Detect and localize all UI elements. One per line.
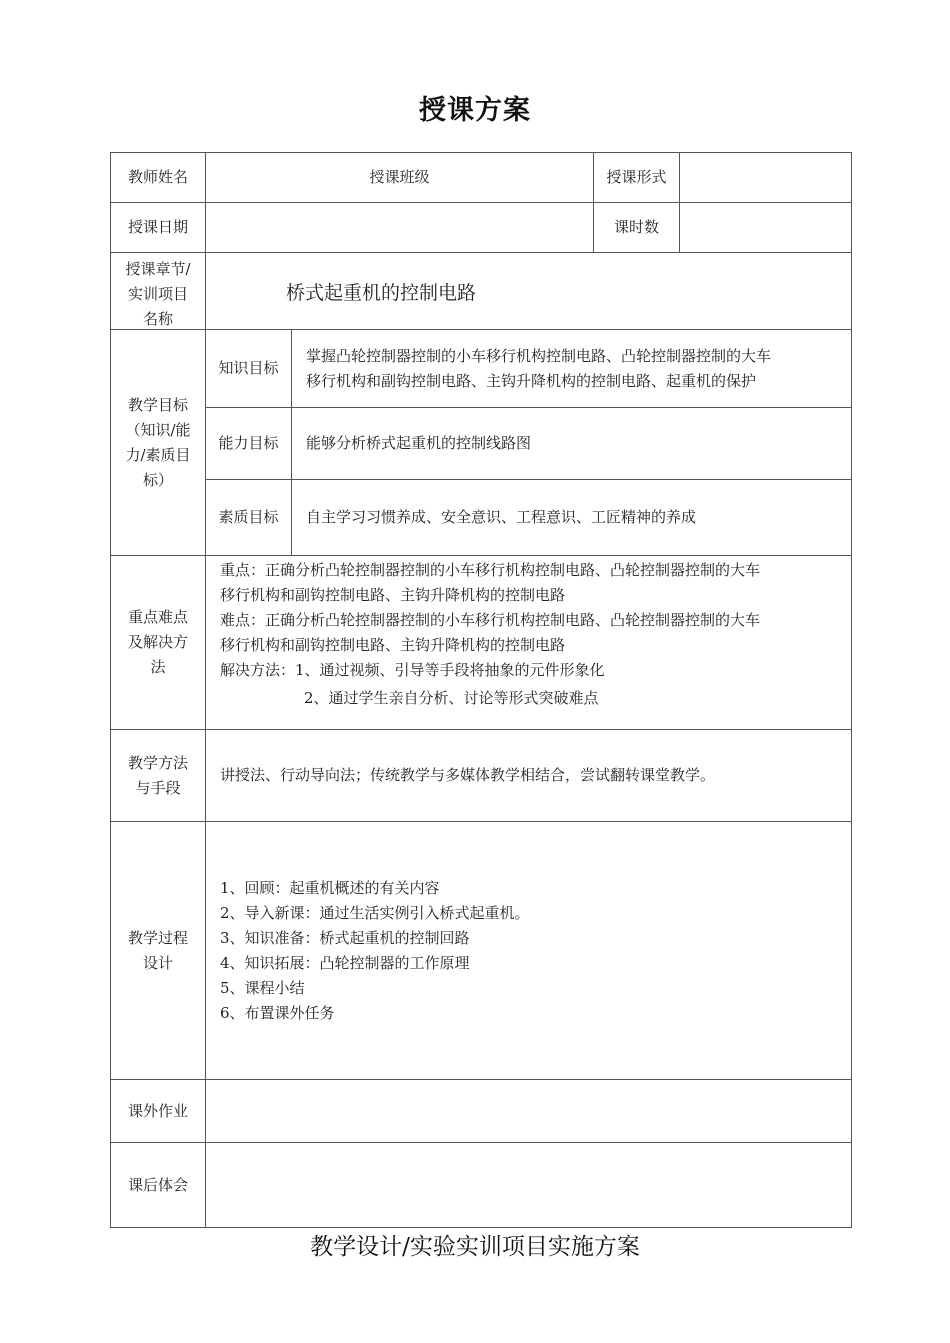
class-label: 授课班级 — [206, 153, 594, 203]
date-label: 授课日期 — [111, 203, 206, 253]
row-ability-goal — [111, 408, 852, 480]
row-keypoints — [111, 556, 852, 730]
keypoints-line: 重点：正确分析凸轮控制器控制的小车移行机构控制电路、凸轮控制器控制的大车 — [220, 561, 761, 579]
ability-goal-label: 能力目标 — [206, 408, 292, 480]
date-value[interactable] — [206, 203, 594, 253]
keypoints-line: 解决方法：1、通过视频、引导等手段将抽象的元件形象化 — [220, 661, 605, 679]
process-value — [206, 822, 852, 1080]
methods-value: 讲授法、行动导向法；传统教学与多媒体教学相结合，尝试翻转课堂教学。 — [206, 730, 852, 822]
page-title: 授课方案 — [419, 95, 531, 126]
process-step: 1、回顾：起重机概述的有关内容 — [220, 878, 440, 897]
knowledge-goal-line: 移行机构和副钩控制电路、主钩升降机构的控制电路、起重机的保护 — [306, 371, 757, 390]
row-chapter — [111, 253, 852, 330]
row-methods — [111, 730, 852, 822]
hours-label: 课时数 — [594, 203, 680, 253]
keypoints-label-line: 及解决方 — [127, 633, 188, 651]
keypoints-line: 2、通过学生亲自分析、讨论等形式突破难点 — [304, 689, 599, 707]
process-label-line: 教学过程 — [127, 928, 188, 947]
row-process — [111, 822, 852, 1080]
process-step: 4、知识拓展：凸轮控制器的工作原理 — [220, 953, 470, 972]
process-step: 3、知识准备：桥式起重机的控制回路 — [220, 928, 470, 947]
quality-goal-label: 素质目标 — [206, 480, 292, 556]
keypoints-line: 移行机构和副钩控制电路、主钩升降机构的控制电路 — [220, 586, 566, 604]
chapter-label-line: 名称 — [142, 310, 173, 328]
methods-label — [111, 730, 206, 822]
row-basic-info — [111, 153, 852, 203]
homework-label: 课外作业 — [111, 1080, 206, 1143]
objectives-label-line: 力/素质目 — [125, 445, 191, 464]
footer-title: 教学设计/实验实训项目实施方案 — [310, 1234, 640, 1260]
teacher-name-label: 教师姓名 — [111, 153, 206, 203]
objectives-label-line: 教学目标 — [127, 395, 188, 414]
process-label-line: 设计 — [142, 953, 173, 972]
methods-label-line: 教学方法 — [127, 753, 188, 772]
objectives-label-line: （知识/能 — [125, 420, 191, 439]
chapter-title: 桥式起重机的控制电路 — [206, 253, 852, 330]
keypoints-line: 难点：正确分析凸轮控制器控制的小车移行机构控制电路、凸轮控制器控制的大车 — [220, 611, 761, 629]
keypoints-label-line: 重点难点 — [127, 608, 188, 626]
methods-label-line: 与手段 — [135, 778, 181, 797]
row-reflection — [111, 1143, 852, 1228]
keypoints-line: 移行机构和副钩控制电路、主钩升降机构的控制电路 — [220, 636, 566, 654]
knowledge-goal-value — [292, 330, 852, 408]
process-step: 5、课程小结 — [220, 978, 305, 997]
row-homework — [111, 1080, 852, 1143]
quality-goal-value: 自主学习习惯养成、安全意识、工程意识、工匠精神的养成 — [292, 480, 852, 556]
reflection-value[interactable] — [206, 1143, 852, 1228]
teaching-form-label: 授课形式 — [594, 153, 680, 203]
knowledge-goal-label: 知识目标 — [206, 330, 292, 408]
process-step: 6、布置课外任务 — [220, 1003, 335, 1022]
keypoints-label-line: 法 — [150, 658, 166, 676]
lesson-plan-table — [110, 152, 852, 1228]
chapter-label — [111, 253, 206, 330]
knowledge-goal-line: 掌握凸轮控制器控制的小车移行机构控制电路、凸轮控制器控制的大车 — [306, 346, 772, 365]
hours-value[interactable] — [680, 203, 852, 253]
process-label — [111, 822, 206, 1080]
process-step: 2、导入新课：通过生活实例引入桥式起重机。 — [220, 903, 530, 922]
chapter-label-line: 授课章节/ — [125, 260, 191, 278]
keypoints-value — [206, 556, 852, 730]
row-date — [111, 203, 852, 253]
keypoints-label — [111, 556, 206, 730]
row-knowledge-goal — [111, 330, 852, 408]
objectives-label — [111, 330, 206, 556]
ability-goal-value: 能够分析桥式起重机的控制线路图 — [292, 408, 852, 480]
objectives-label-line: 标） — [142, 470, 173, 489]
teaching-form-value[interactable] — [680, 153, 852, 203]
row-quality-goal — [111, 480, 852, 556]
chapter-label-line: 实训项目 — [127, 285, 188, 303]
homework-value[interactable] — [206, 1080, 852, 1143]
reflection-label: 课后体会 — [111, 1143, 206, 1228]
